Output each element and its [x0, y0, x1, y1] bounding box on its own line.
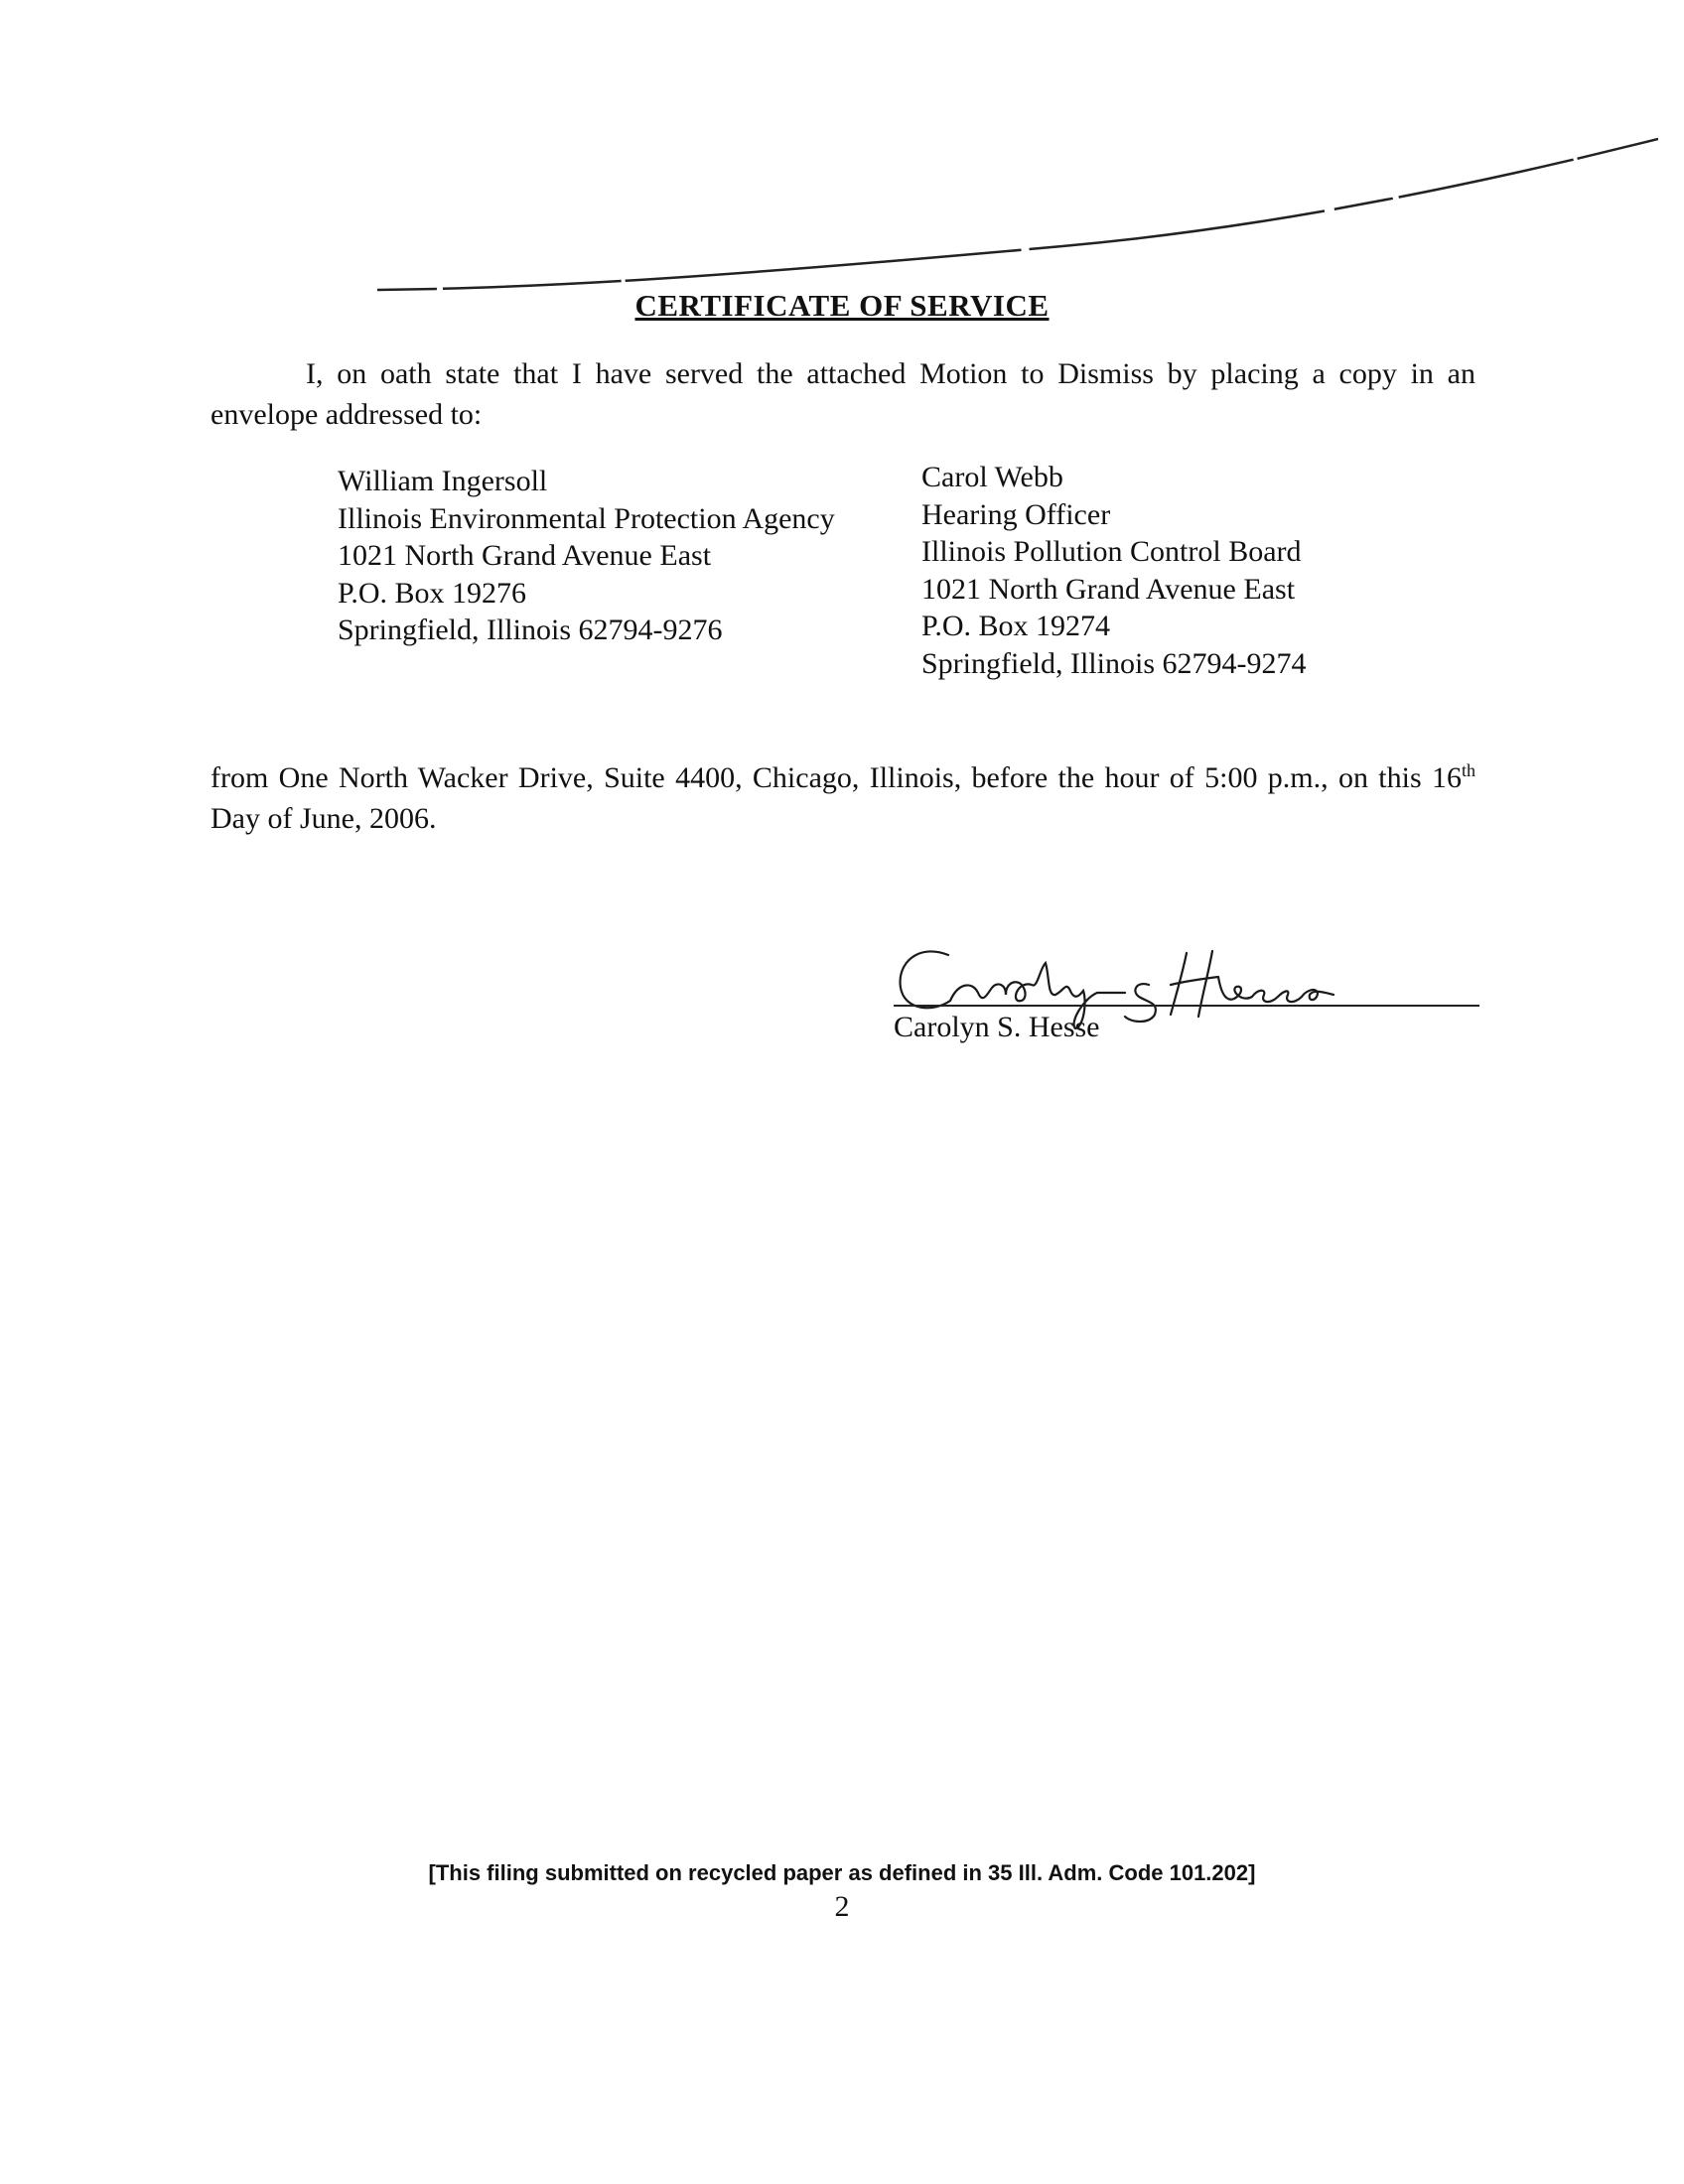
recipient-1-street: 1021 North Grand Avenue East	[338, 539, 712, 572]
document-title: CERTIFICATE OF SERVICE	[634, 288, 1050, 323]
service-intro-text: I, on oath state that I have served the attached Motion to Dismiss by placing a copy in an envelope addressed to:	[210, 357, 1475, 431]
recipient-2-city: Springfield, Illinois 62794-9274	[921, 646, 1307, 680]
recipient-1-po-box: P.O. Box 19276	[338, 576, 527, 610]
recipient-address-2	[921, 459, 1306, 682]
recycled-paper-note: [This filing submitted on recycled paper as defined in 35 Ill. Adm. Code 101.202]	[428, 1860, 1256, 1885]
recipient-2-name: Carol Webb	[921, 461, 1063, 493]
recipient-2-organization: Illinois Pollution Control Board	[921, 535, 1302, 568]
closing-text-before-date: from One North Wacker Drive, Suite 4400, Chicago, Illinois, before the hour of 5:00 p.m., on this 16	[210, 761, 1462, 794]
date-ordinal-suffix: th	[1461, 760, 1475, 780]
recipient-2-po-box: P.O. Box 19274	[921, 610, 1111, 642]
page-number: 2	[834, 1890, 850, 1923]
recipient-2-street: 1021 North Grand Avenue East	[921, 572, 1296, 606]
recipient-2-title: Hearing Officer	[921, 497, 1111, 531]
signature-line	[894, 1005, 1479, 1007]
recipient-address-1	[338, 463, 835, 649]
recipient-1-name: William Ingersoll	[338, 465, 548, 497]
service-closing-paragraph	[210, 757, 1475, 839]
signer-printed-name: Carolyn S. Hesse	[894, 1011, 1100, 1043]
service-intro-paragraph	[210, 353, 1475, 435]
recipient-1-organization: Illinois Environmental Protection Agency	[338, 501, 835, 535]
closing-text-after-date: Day of June, 2006.	[210, 802, 437, 835]
recipient-1-city: Springfield, Illinois 62794-9276	[338, 614, 723, 646]
